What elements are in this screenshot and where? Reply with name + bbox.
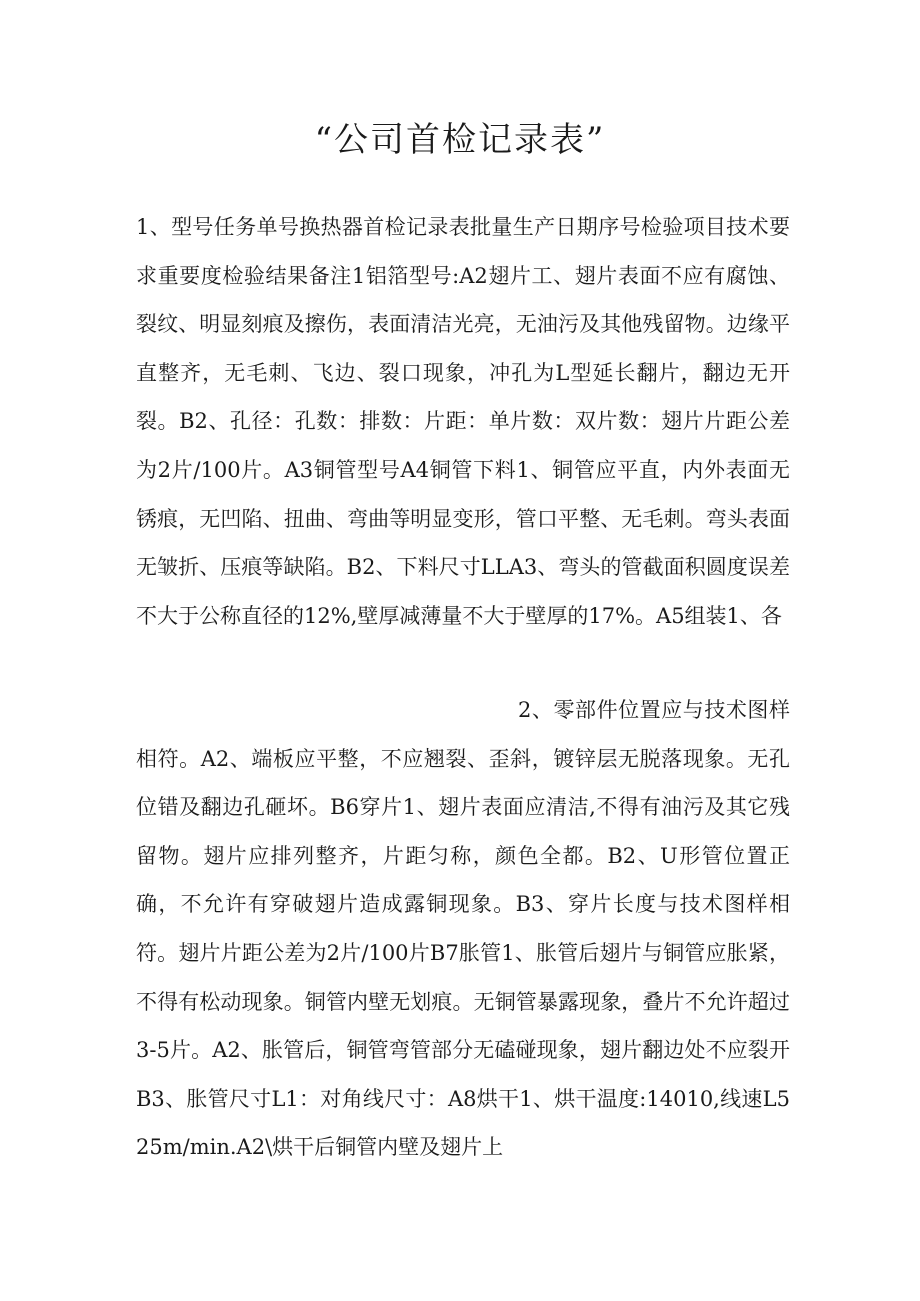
document-title: “公司首检记录表” bbox=[314, 120, 606, 160]
body-paragraph-1: 1、型号任务单号换热器首检记录表批量生产日期序号检验项目技术要求重要度检验结果备注1铝箔型号:A2翅片工、翅片表面不应有腐蚀、裂纹、明显刻痕及擦伤，表面清洁光亮，无油污及其他残留物。边缘平直整齐，无毛刺、飞边、裂口现象，冲孔为L型延长翻片，翻边无开裂。B2、孔径：孔数：排数：片距：单片数：双片数：翅片片距公差为2片/100片。A3铜管型号A4铜管下料1、铜管应平直，内外表面无锈痕，无凹陷、扭曲、弯曲等明显变形，管口平整、无毛刺。弯头表面无皱折、压痕等缺陷。B2、下料尺寸LLA3、弯头的管截面积圆度误差不大于公称直径的12%,壁厚减薄量不大于壁厚的17%。A5组装1、各 bbox=[136, 215, 790, 628]
body-paragraph-2: 2、零部件位置应与技术图样相符。A2、端板应平整，不应翘裂、歪斜，镀锌层无脱落现象。无孔位错及翻边孔砸坏。B6穿片1、翅片表面应清洁,不得有油污及其它残留物。翅片应排列整齐，片距匀称，颜色全都。B2、U形管位置正确，不允许有穿破翅片造成露铜现象。B3、穿片长度与技术图样相符。翅片片距公差为2片/100片B7胀管1、胀管后翅片与铜管应胀紧，不得有松动现象。铜管内壁无划痕。无铜管暴露现象，叠片不允许超过3-5片。A2、胀管后，铜管弯管部分无磕碰现象，翅片翻边处不应裂开B3、胀管尺寸L1：对角线尺寸：A8烘干1、烘干温度:14010,线速L525m/min.A2\烘干后铜管内壁及翅片上 bbox=[136, 698, 790, 1160]
